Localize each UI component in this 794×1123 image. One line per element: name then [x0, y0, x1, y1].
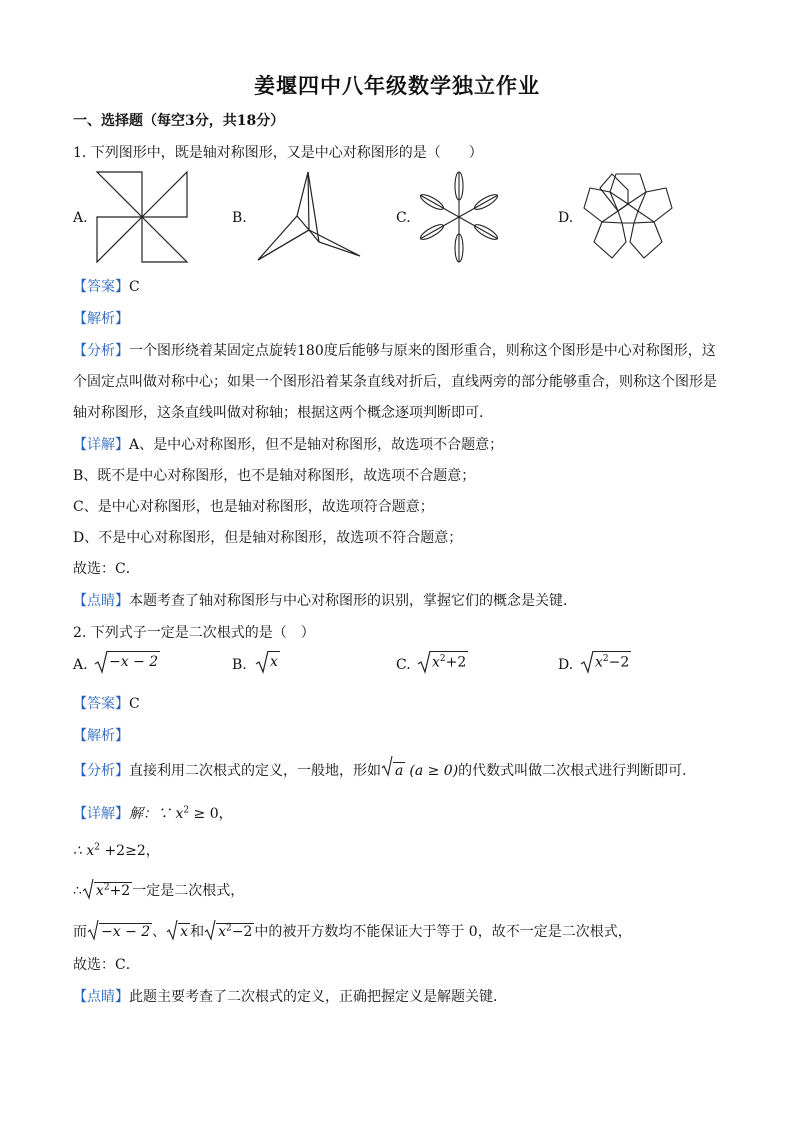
- radicand: [216, 923, 254, 940]
- fenxi-tag: 【分析】: [73, 763, 129, 779]
- var-x: x: [595, 654, 603, 671]
- q1-xiangjie-a: [73, 434, 503, 454]
- q2-option-a-label: A.: [73, 657, 88, 673]
- xiangjie-tag: 【详解】: [73, 437, 129, 453]
- radicand-a: a: [395, 763, 404, 779]
- xiangjie-tag: 【详解】: [73, 806, 129, 822]
- q1-answer: [73, 276, 140, 296]
- q1-xiangjie-d: D、不是中心对称图形，但是轴对称图形，故选项不符合题意；: [73, 530, 463, 546]
- q2-option-a-radicand: −x − 2: [107, 651, 160, 670]
- fenxi-text-pre: 直接利用二次根式的定义，一般地，形如: [129, 763, 381, 779]
- q2-option-b-radicand: x: [268, 651, 280, 670]
- exponent: 2: [225, 923, 232, 934]
- q2-line-4: [73, 916, 632, 941]
- q1-xiangjie-c: C、是中心对称图形，也是轴对称图形，故选项符合题意；: [73, 499, 434, 515]
- q1-stem: 1. 下列图形中，既是轴对称图形，又是中心对称图形的是（ ）: [73, 145, 483, 161]
- radicand: −x − 2: [101, 924, 151, 940]
- q1-fenxi-line-3: 轴对称图形，这条直线叫做对称轴；根据这两个概念逐项判断即可．: [73, 405, 493, 421]
- answer-tag: 【答案】: [73, 696, 129, 712]
- q1-xiangjie-b: B、既不是中心对称图形，也不是轴对称图形，故选项不合题意；: [73, 468, 476, 484]
- q1-option-d-figure: [582, 170, 674, 262]
- rad-tail: −2: [231, 924, 253, 940]
- exponent: 2: [439, 654, 446, 664]
- fenxi-text-post: 的代数式叫做二次根式进行判断即可．: [458, 763, 697, 779]
- q2-option-d-label: D.: [558, 657, 574, 673]
- exponent: 2: [103, 882, 110, 893]
- rad-tail: +2: [109, 883, 131, 899]
- radical-sign-icon: [255, 650, 269, 674]
- rad-tail: +2: [445, 654, 467, 671]
- dianjing-tag: 【点睛】: [73, 989, 129, 1005]
- xiangjie-expr: 解：∵ x: [129, 806, 184, 822]
- rad-tail: −2: [608, 654, 630, 671]
- q2-answer: [73, 693, 140, 713]
- therefore-sign: ∴: [73, 883, 82, 899]
- q2-option-b-label: B.: [232, 657, 247, 673]
- section-heading: 一、选择题（每空3分，共18分）: [73, 113, 285, 129]
- page-title: 姜堰四中八年级数学独立作业: [254, 73, 540, 98]
- xiangjie-text: A、是中心对称图形，但不是轴对称图形，故选项不合题意；: [129, 437, 504, 453]
- radical-sign-icon: [166, 916, 178, 940]
- q1-option-b-label: B.: [232, 210, 247, 226]
- condition: (a ≥ 0): [409, 763, 459, 779]
- q1-option-c-figure: [414, 172, 504, 262]
- q2-dianjing: [73, 986, 507, 1006]
- q2-line-3: [73, 875, 244, 900]
- q2-guxuan: 故选：C．: [73, 957, 140, 973]
- q1-fenxi-line-1: [73, 340, 716, 360]
- and-word: 和: [190, 924, 205, 940]
- dianjing-text: 本题考查了轴对称图形与中心对称图形的识别，掌握它们的概念是关键．: [129, 593, 577, 609]
- q2-xiangjie-1: [73, 803, 233, 823]
- exponent: 2: [602, 654, 609, 664]
- q2-option-c-radicand: [430, 651, 468, 671]
- var-x: x: [432, 654, 440, 671]
- q1-option-a-label: A.: [73, 210, 88, 226]
- var-x: x: [218, 924, 226, 940]
- q1-option-d-label: D.: [558, 210, 574, 226]
- q1-option-b-figure: [256, 172, 362, 264]
- line-text: 一定是二次根式，: [132, 883, 245, 899]
- q1-jiexi-tag: 【解析】: [73, 311, 129, 327]
- dianjing-text: 此题主要考查了二次根式的定义，正确把握定义是解题关键．: [129, 989, 507, 1005]
- radical-sign-icon: [82, 875, 94, 899]
- q2-fenxi: [73, 760, 696, 780]
- q1-option-c-label: C.: [396, 210, 411, 226]
- answer-value: C: [129, 696, 140, 712]
- radical-sign-icon: [94, 650, 108, 674]
- exponent: 2: [94, 842, 100, 853]
- radical-sign-icon: [381, 761, 393, 775]
- answer-value: C: [129, 279, 140, 295]
- expr: ∴ x: [73, 843, 95, 859]
- radical-sign-icon: [580, 650, 594, 674]
- q2-option-d-radicand: [593, 651, 631, 671]
- exponent: 2: [183, 805, 190, 816]
- radicand: x: [180, 924, 189, 940]
- fenxi-tag: 【分析】: [73, 343, 129, 359]
- q1-fenxi-line-2: 个固定点叫做对称中心；如果一个图形沿着某条直线对折后，直线两旁的部分能够重合，则称这个图形是: [73, 374, 717, 390]
- q2-line-2: [73, 840, 160, 860]
- radicand: [94, 882, 132, 899]
- radical-sign-icon: [204, 916, 216, 940]
- line-text-post: 中的被开方数均不能保证大于等于 0，故不一定是二次根式，: [254, 924, 632, 940]
- q2-stem: 2. 下列式子一定是二次根式的是（ ）: [73, 625, 315, 641]
- q1-option-a-figure: [97, 172, 187, 262]
- expr-tail: +2≥2，: [100, 843, 160, 859]
- radical-sign-icon: [87, 916, 99, 940]
- radical-sign-icon: [417, 650, 431, 674]
- xiangjie-expr-tail: ≥ 0，: [189, 806, 233, 822]
- q1-dianjing: [73, 590, 577, 610]
- line-text-pre: 而: [73, 924, 87, 940]
- answer-tag: 【答案】: [73, 279, 129, 295]
- separator: 、: [152, 924, 167, 940]
- fenxi-text: 一个图形绕着某固定点旋转180度后能够与原来的图形重合，则称这个图形是中心对称图形，这: [129, 343, 716, 359]
- dianjing-tag: 【点睛】: [73, 593, 129, 609]
- q1-guxuan: 故选：C．: [73, 561, 140, 577]
- q2-jiexi-tag: 【解析】: [73, 728, 129, 744]
- var-x: x: [95, 883, 104, 899]
- q2-option-c-label: C.: [396, 657, 411, 673]
